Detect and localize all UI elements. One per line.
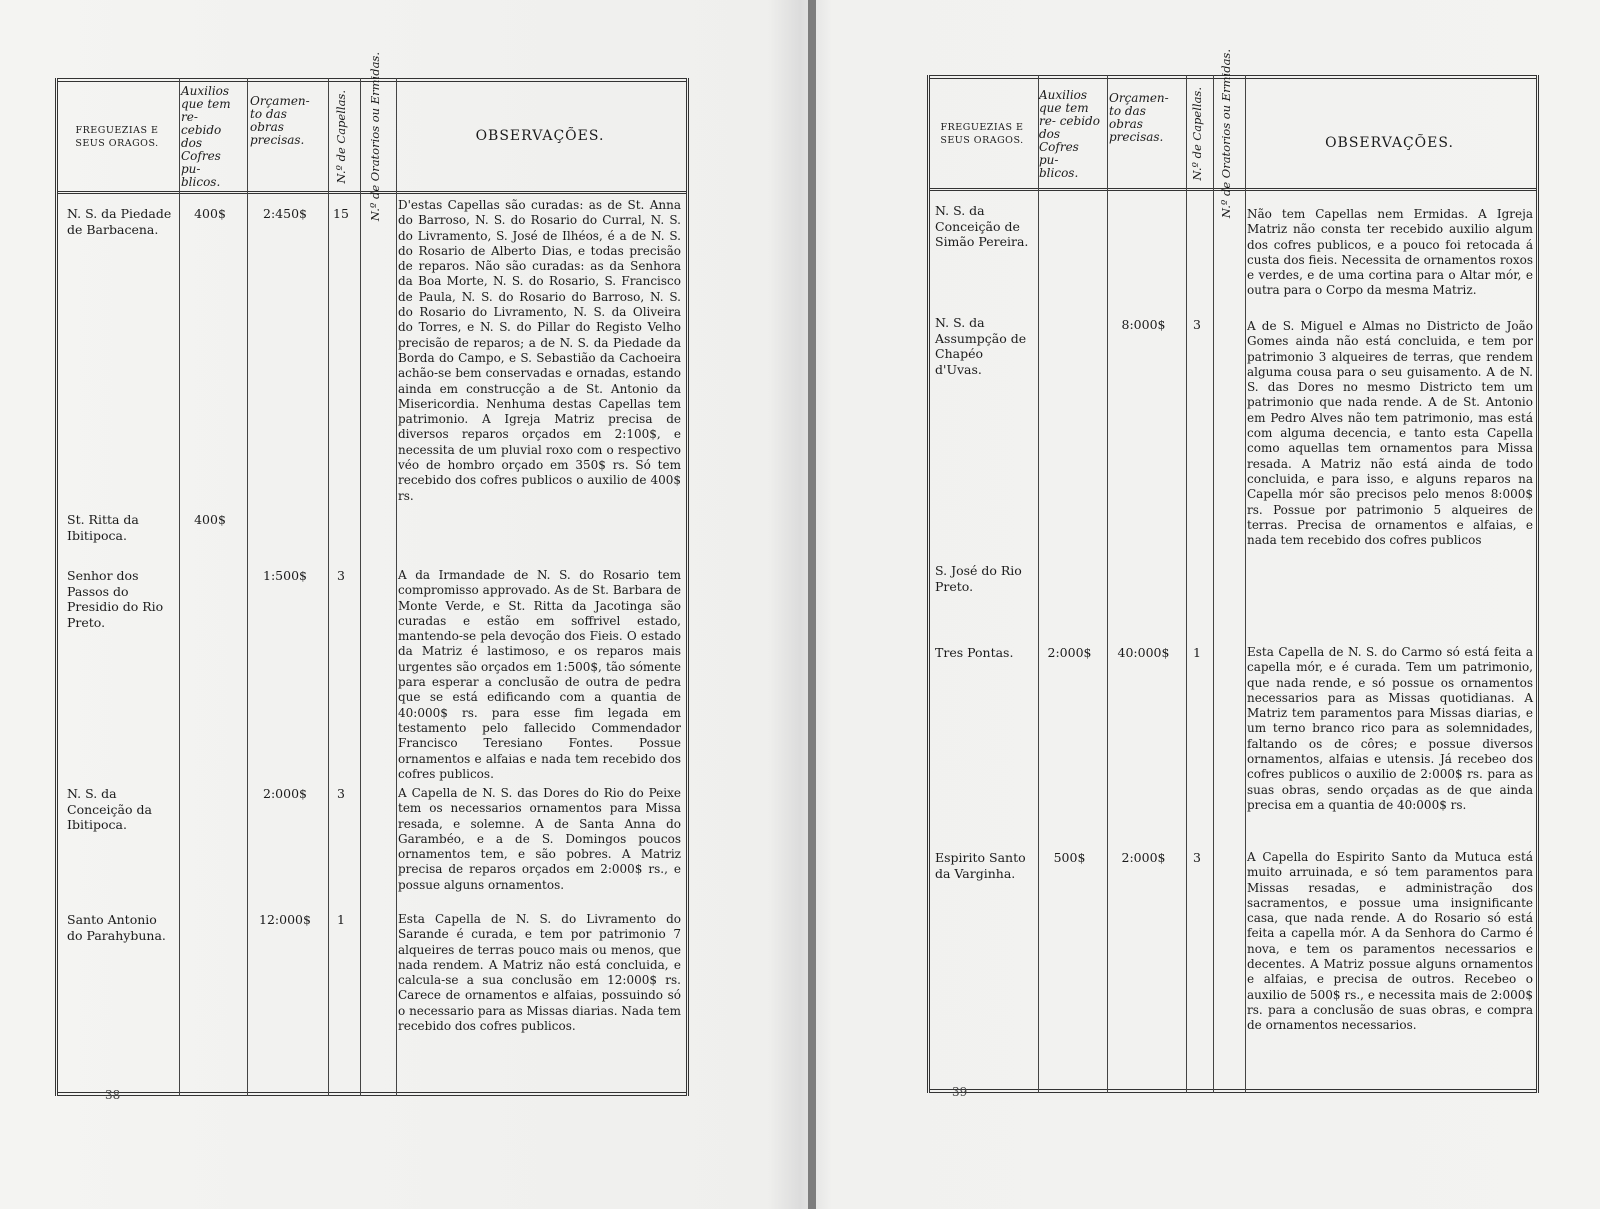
freguezia-name: N. S. da Assumpção de Chapéo d'Uvas. [935, 315, 1027, 377]
capellas-value: 3 [1193, 850, 1201, 865]
auxilios-value: 2:000$ [1047, 645, 1092, 660]
observacoes-text: A de S. Miguel e Almas no Districto de João Gomes ainda não está concluida, e tem por patrimonio 3 alqueires de terras, que rendem alguma cousa para o seu guisamento. A de N. S. das Dores no mesmo Districto tem um patrimonio que nada rende. A de St. Antonio em Pedro Alves não tem patrimonio, mas está com alguma decencia, e tanto esta Capella como aquellas tem ornamentos para Missa resada. A Matriz não está ainda de todo concluida, e para isso, e alguns reparos na Capella mór são precisos pelo menos 8:000$ rs. Possue por patrimonio 5 alqueires de terras. Precisa de ornamentos e alfaias, e nada tem recebido dos cofres publicos [1247, 319, 1533, 548]
capellas-value: 1 [337, 912, 345, 927]
freguezia-name: Senhor dos Passos do Presidio do Rio Preto. [67, 568, 164, 630]
orcamento-value: 8:000$ [1121, 317, 1166, 332]
auxilios-value: 500$ [1053, 850, 1086, 865]
observacoes-text: Não tem Capellas nem Ermidas. A Igreja Matriz não consta ter recebido auxilio algum dos cofres publicos, e a pouco foi retocada á custa dos fieis. Necessita de ornamentos roxos e verdes, e de uma cortina para o Altar mór, e outra para o Corpo da mesma Matriz. [1247, 207, 1533, 298]
orcamento-value: 2:000$ [1121, 850, 1166, 865]
header-auxilios: Auxilios que tem re- cebido dos Cofres pu- blicos. [1039, 87, 1100, 180]
observacoes-text: A da Irmandade de N. S. do Rosario tem compromisso approvado. As de St. Barbara de Monte Verde, e St. Ritta da Jacotinga são curadas e estão em soffrivel estado, mantendo-se pela devoção dos Fieis. O estado da Matriz é lastimoso, e os reparos mais urgentes são orçados em 1:500$, tão sómente para esperar a conclusão de outra de pedra que se está edificando com a quantia de 40:000$ rs. para esse fim legada em testamento pelo fallecido Commendador Francisco Teresiano Fontes. Possue ornamentos e alfaias e nada tem recebido dos cofres publicos. [398, 568, 681, 781]
observacoes-text: Esta Capella de N. S. do Carmo só está feita a capella mór, e é curada. Tem um patrimonio, que nada rende, e só possue os ornamentos necessarios para as Missas quotidianas. A Matriz tem paramentos para Missas diarias, e um terno branco rico para as solemnidades, faltando os de côres; e possue diversos ornamentos, alfaias e utensis. Já recebeo dos cofres publicos o auxilio de 2:000$ rs. para as suas obras, sendo orçadas as de que ainda precisa em a quantia de 40:000$ rs. [1247, 645, 1533, 812]
orcamento-value: 2:000$ [263, 786, 307, 801]
observacoes-text: A Capella de N. S. das Dores do Rio do Peixe tem os necessarios ornamentos para Missa resada, e solemne. A de Santa Anna do Garambéo, e a de S. Domingos poucos ornamentos tem, e são pobres. A Matriz precisa de reparos orçados em 2:000$ rs., e possue alguns ornamentos. [398, 786, 681, 892]
header-orcamento: Orçamen- to das obras precisas. [250, 94, 310, 147]
orcamento-value: 1:500$ [263, 568, 307, 583]
header-oratorios-text: N.º de Oratorios ou Ermidas. [367, 52, 382, 222]
freguezia-name: Santo Antonio do Parahybuna. [67, 912, 166, 943]
freguezia-name: Espirito Santo da Varginha. [935, 850, 1026, 881]
freguezia-name: S. José do Rio Preto. [935, 563, 1022, 594]
header-capellas [327, 84, 355, 190]
header-capellas-text: N.º de Capellas. [1189, 87, 1204, 181]
page-number: 39 [952, 1085, 968, 1099]
freguezia-name: St. Ritta da Ibitipoca. [67, 512, 139, 543]
header-capellas-text: N.º de Capellas. [333, 90, 348, 184]
orcamento-value: 40:000$ [1117, 645, 1170, 660]
right-page [927, 49, 1539, 1099]
observacoes-text: Esta Capella de N. S. do Livramento do Sarande é curada, e tem por patrimonio 7 alqueires de terras pouco mais ou menos, que nada rendem. A Matriz não está concluida, e calcula-se a sua conclusão em 12:000$ rs. Carece de ornamentos e alfaias, possuindo só o necessario para as Missas diarias. Nada tem recebido dos cofres publicos. [398, 912, 681, 1034]
capellas-value: 3 [337, 786, 345, 801]
freguezia-name: N. S. da Piedade de Barbacena. [67, 206, 172, 237]
left-page [55, 52, 689, 1102]
freguezia-name: N. S. da Conceição da Ibitipoca. [67, 786, 152, 833]
page-number: 38 [105, 1088, 121, 1102]
auxilios-value: 400$ [194, 512, 226, 527]
orcamento-value: 2:450$ [263, 206, 307, 221]
observacoes-text: D'estas Capellas são curadas: as de St. Anna do Barroso, N. S. do Rosario do Curral, N. S. do Livramento, S. José de Ilhéos, é a de N. S. do Rosario de Alberto Dias, e todas precisão de reparos. Não são curadas: as da Senhora da Boa Morte, N. S. do Rosario, S. Francisco de Paula, N. S. do Rosario do Barroso, N. S. do Rosario do Livramento, N. S. da Oliveira do Torres, e N. S. do Pillar do Registo Velho precisão de reparos; a de N. S. da Piedade da Borda do Campo, e S. Sebastião da Cachoeira achão-se bem conservadas e ornadas, estando ainda em construcção a de St. Antonio da Misericordia. Nenhuma destas Capellas tem patrimonio. A Igreja Matriz precisa de diversos reparos orçados em 2:100$, e necessita de um pluvial roxo com o respectivo véo de hombro orçado em 350$ rs. Só tem recebido dos cofres publicos o auxilio de 400$ rs. [398, 198, 681, 503]
header-auxilios: Auxilios que tem re- cebido dos Cofres pu- blicos. [181, 84, 231, 189]
book-gutter [808, 0, 816, 1209]
freguezia-name: N. S. da Conceição de Simão Pereira. [935, 203, 1029, 250]
header-oratorios [359, 52, 391, 222]
capellas-value: 15 [333, 206, 349, 221]
capellas-value: 1 [1193, 645, 1201, 660]
header-capellas [1184, 81, 1210, 187]
freguezia-name: Tres Pontas. [935, 645, 1014, 660]
header-orcamento: Orçamen- to das obras precisas. [1109, 91, 1169, 144]
header-freguezias: FREGUEZIAS E SEUS ORAGOS. [940, 122, 1024, 146]
header-observacoes: OBSERVAÇÕES. [1325, 135, 1454, 152]
header-oratorios-text: N.º de Oratorios ou Ermidas. [1218, 49, 1233, 219]
observacoes-text: A Capella do Espirito Santo da Mutuca está muito arruinada, e só tem paramentos para Missas resadas, e administração dos sacramentos, e possue uma insignificante casa, que nada rende. A do Rosario só está feita a capella mór. A da Senhora do Carmo é nova, e tem os paramentos necessarios e decentes. A Matriz possue alguns ornamentos e alfaias, e precisa de outros. Recebeo o auxilio de 500$ rs., e necessita mais de 2:000$ rs. para a conclusão de suas obras, e compra de ornamentos necessarios. [1247, 850, 1533, 1033]
capellas-value: 3 [1193, 317, 1201, 332]
header-oratorios [1211, 49, 1241, 219]
header-freguezias: FREGUEZIAS E SEUS ORAGOS. [75, 125, 159, 149]
auxilios-value: 400$ [194, 206, 226, 221]
capellas-value: 3 [337, 568, 345, 583]
orcamento-value: 12:000$ [259, 912, 311, 927]
header-observacoes: OBSERVAÇÕES. [475, 128, 605, 145]
